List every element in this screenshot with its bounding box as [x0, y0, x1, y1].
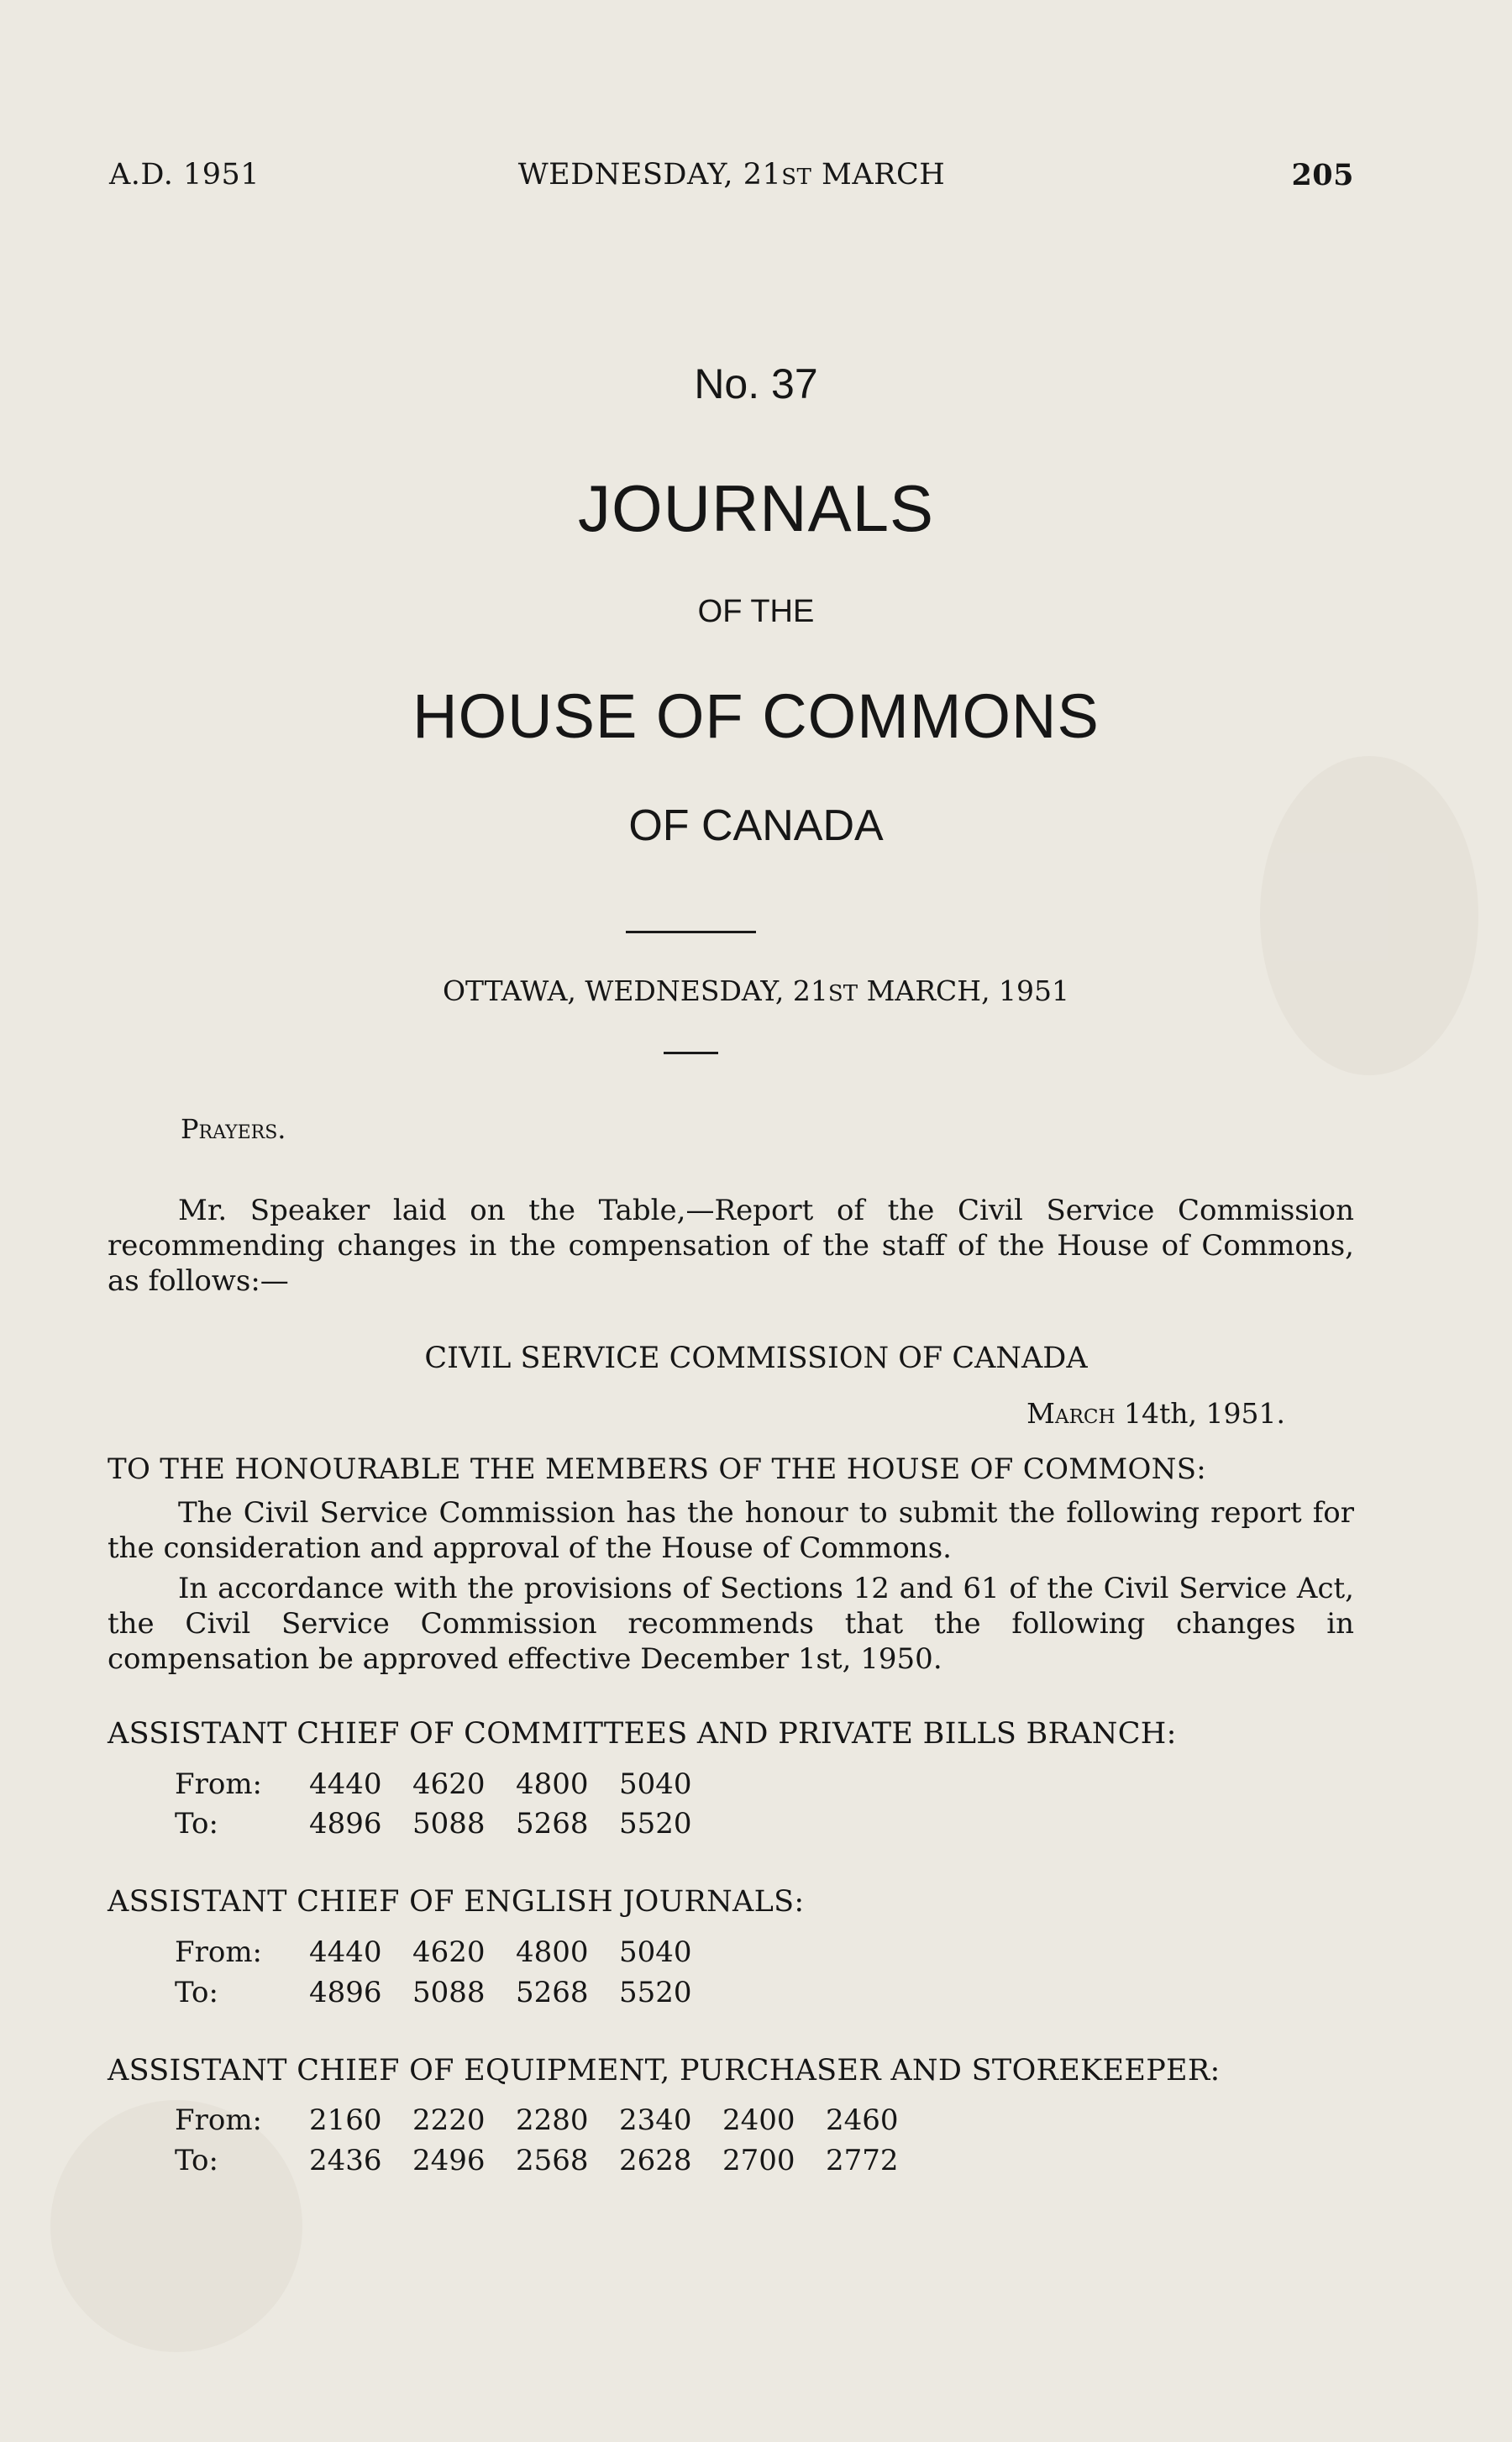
- salary-value: 2280: [516, 2103, 589, 2137]
- salary-value: 2700: [722, 2144, 795, 2177]
- letter-date-month: March: [1026, 1397, 1116, 1430]
- letter-date-rest: 14th, 1951.: [1115, 1397, 1285, 1430]
- header-date: [109, 158, 1354, 192]
- salary-value: 4800: [516, 1767, 589, 1801]
- of-the-label: OF THE: [697, 594, 815, 629]
- running-header: [109, 158, 1354, 200]
- salary-value: 5088: [412, 1807, 486, 1841]
- from-label: From:: [175, 1935, 263, 1969]
- dateline-divider: [664, 1052, 718, 1054]
- header-date-month: MARCH: [811, 158, 946, 192]
- salary-value: 2340: [619, 2103, 692, 2137]
- submit-paragraph: The Civil Service Commission has the honour to submit the following report for the consideration and approval of the House of Commons.: [108, 1496, 1354, 1565]
- speaker-paragraph: Mr. Speaker laid on the Table,—Report of the Civil Service Commission recommending changes in the compensation of the staff of the House of Commons, as follows:—: [108, 1194, 1354, 1298]
- salary-value: 2160: [309, 2103, 382, 2137]
- salary-value: 2496: [412, 2144, 486, 2177]
- dateline-suffix: ST: [827, 981, 858, 1006]
- section-heading: ASSISTANT CHIEF OF COMMITTEES AND PRIVATE BILLS BRANCH:: [108, 1717, 1177, 1751]
- to-label: To:: [175, 1807, 218, 1841]
- journals-title: JOURNALS: [577, 471, 935, 545]
- issue-number: No. 37: [694, 360, 818, 407]
- salary-value: 5088: [412, 1976, 486, 2009]
- house-of-commons-title: HOUSE OF COMMONS: [412, 681, 1100, 751]
- salary-value: 5520: [619, 1976, 692, 2009]
- dateline-rest: MARCH, 1951: [858, 974, 1070, 1007]
- from-label: From:: [175, 2103, 263, 2137]
- commission-title: CIVIL SERVICE COMMISSION OF CANADA: [424, 1342, 1088, 1375]
- header-year: A.D. 1951: [109, 158, 260, 192]
- salary-value: 5268: [516, 1807, 589, 1841]
- salary-value: 4440: [309, 1935, 382, 1969]
- accordance-paragraph: In accordance with the provisions of Sections 12 and 61 of the Civil Service Act, the Civil Service Commission recommends that the following changes in compensation be approved effective December 1st, 1950.: [108, 1572, 1354, 1676]
- salary-value: 2400: [722, 2103, 795, 2137]
- letter-date: [1026, 1397, 1285, 1430]
- salary-value: 5040: [619, 1935, 692, 1969]
- salary-value: 4440: [309, 1767, 382, 1801]
- salary-value: 4896: [309, 1807, 382, 1841]
- salary-value: 4800: [516, 1935, 589, 1969]
- salary-value: 4620: [412, 1935, 486, 1969]
- salary-value: 2772: [826, 2144, 899, 2177]
- salary-value: 2568: [516, 2144, 589, 2177]
- title-divider: [626, 931, 756, 933]
- sitting-dateline: [0, 974, 1512, 1007]
- prayers-heading: Prayers.: [181, 1113, 286, 1145]
- salary-value: 5040: [619, 1767, 692, 1801]
- salary-value: 4620: [412, 1767, 486, 1801]
- to-label: To:: [175, 2144, 218, 2177]
- to-label: To:: [175, 1976, 218, 2009]
- salary-value: 2436: [309, 2144, 382, 2177]
- salary-value: 4896: [309, 1976, 382, 2009]
- salary-value: 2460: [826, 2103, 899, 2137]
- from-label: From:: [175, 1767, 263, 1801]
- paper-stain: [50, 2100, 302, 2352]
- header-date-prefix: WEDNESDAY, 21: [517, 158, 782, 192]
- section-heading: ASSISTANT CHIEF OF EQUIPMENT, PURCHASER AND STOREKEEPER:: [108, 2054, 1221, 2088]
- salary-value: 5268: [516, 1976, 589, 2009]
- section-heading: ASSISTANT CHIEF OF ENGLISH JOURNALS:: [108, 1885, 805, 1919]
- dateline-prefix: OTTAWA, WEDNESDAY, 21: [442, 974, 828, 1007]
- salary-value: 2220: [412, 2103, 486, 2137]
- letter-address: TO THE HONOURABLE THE MEMBERS OF THE HOUSE OF COMMONS:: [108, 1452, 1207, 1486]
- of-canada-title: OF CANADA: [628, 801, 884, 850]
- salary-value: 5520: [619, 1807, 692, 1841]
- page-number: 205: [1291, 158, 1354, 192]
- header-date-suffix: ST: [781, 165, 812, 190]
- salary-value: 2628: [619, 2144, 692, 2177]
